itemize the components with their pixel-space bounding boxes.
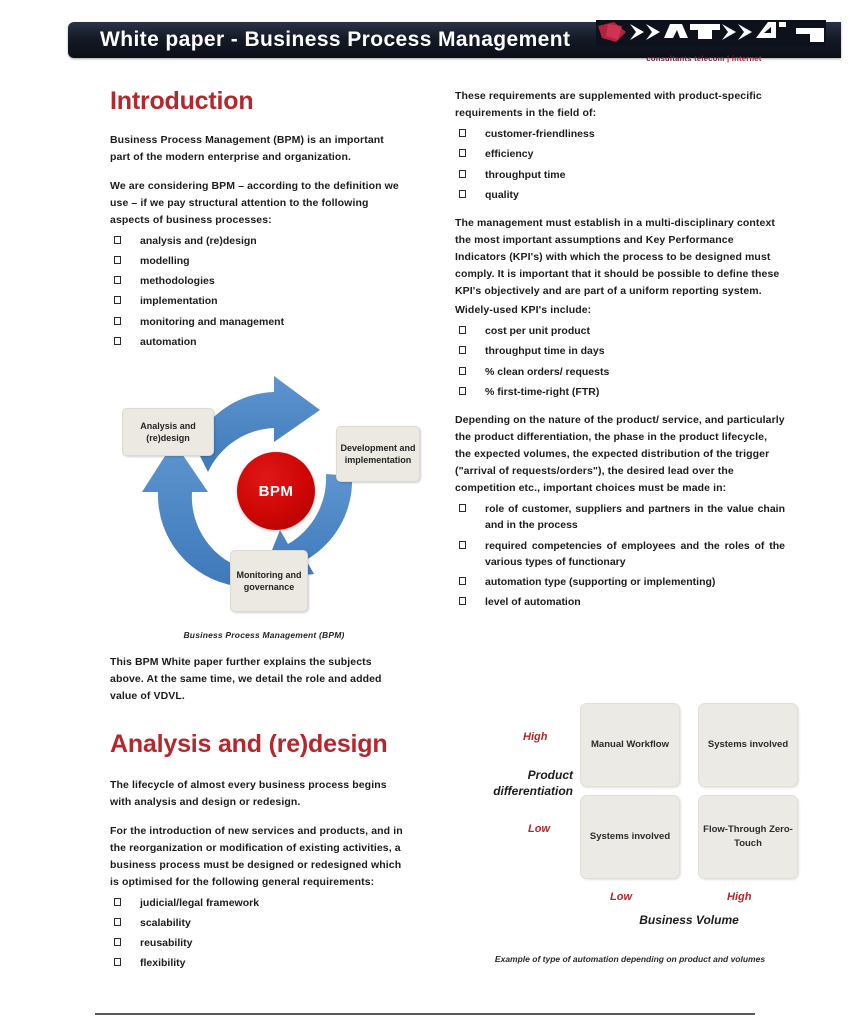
list-item-label: modelling bbox=[140, 254, 190, 267]
matrix-x-axis-title: Business Volume bbox=[639, 913, 739, 927]
list-item-label: flexibility bbox=[140, 957, 186, 970]
checkbox-bullet-icon bbox=[459, 170, 466, 178]
intro-paragraph-2: We are considering BPM – according to the definition we use – if we pay structural attention to the following aspects of business processes: bbox=[110, 179, 399, 226]
matrix-y-high-label: High bbox=[523, 731, 548, 743]
list-item bbox=[112, 233, 406, 249]
list-item bbox=[457, 501, 785, 534]
list-item bbox=[457, 574, 785, 590]
checkbox-bullet-icon bbox=[459, 541, 466, 549]
checkbox-bullet-icon bbox=[459, 346, 466, 354]
logo-tagline-separator: | bbox=[726, 54, 730, 63]
list-item-label: % first-time-right (FTR) bbox=[485, 385, 600, 398]
product-requirements-intro: These requirements are supplemented with product-specific requirements in the field of: bbox=[455, 90, 762, 119]
matrix-figure-caption: Example of type of automation depending on product and volumes bbox=[494, 954, 766, 964]
checkbox-bullet-icon bbox=[459, 387, 466, 395]
kpi-list-intro: Widely-used KPI's include: bbox=[455, 304, 592, 317]
checkbox-bullet-icon bbox=[114, 918, 121, 926]
checkbox-bullet-icon bbox=[114, 236, 121, 244]
checkbox-bullet-icon bbox=[459, 597, 466, 605]
left-column bbox=[110, 87, 416, 984]
list-item-label: required competencies of employees and the roles of the various types of functionary bbox=[485, 539, 785, 568]
list-item-label: analysis and (re)design bbox=[140, 234, 257, 247]
list-item bbox=[457, 364, 785, 380]
checkbox-bullet-icon bbox=[114, 938, 121, 946]
list-item-label: automation type (supporting or implementing) bbox=[485, 576, 716, 589]
matrix-cell-systems-involved-bottom: Systems involved bbox=[580, 795, 680, 879]
page-title: White paper - Business Process Management bbox=[100, 28, 571, 51]
list-item bbox=[112, 915, 406, 931]
footer-divider bbox=[95, 1013, 755, 1015]
list-item bbox=[457, 126, 785, 142]
checkbox-bullet-icon bbox=[459, 149, 466, 157]
bpm-figure-caption: Business Process Management (BPM) bbox=[183, 630, 345, 641]
matrix-cell-systems-involved-top: Systems involved bbox=[698, 703, 798, 787]
logo-tagline-right: internet bbox=[731, 54, 762, 63]
list-item bbox=[457, 146, 785, 162]
automation-matrix-diagram bbox=[455, 695, 800, 995]
logo-mark-icon bbox=[596, 20, 826, 54]
matrix-y-low-label: Low bbox=[528, 823, 550, 835]
kpi-management-paragraph: The management must establish in a multi-disciplinary context the most important assumptions and Key Performance Indicators (KPI's) with which the process to be designed must comply. It is important that it should be possible to define these KPI's objectively and are part of a uniform reporting system. bbox=[455, 217, 780, 298]
list-item bbox=[457, 187, 785, 203]
list-item-label: monitoring and management bbox=[140, 315, 285, 328]
checkbox-bullet-icon bbox=[114, 276, 121, 284]
important-choices-list bbox=[455, 501, 785, 611]
list-item-label: methodologies bbox=[140, 275, 215, 288]
checkbox-bullet-icon bbox=[459, 129, 466, 137]
checkbox-bullet-icon bbox=[459, 326, 466, 334]
company-logo bbox=[596, 20, 836, 68]
list-item bbox=[112, 334, 406, 350]
list-item-label: quality bbox=[485, 188, 519, 201]
list-item bbox=[112, 273, 406, 289]
list-item-label: implementation bbox=[140, 295, 218, 308]
list-item bbox=[457, 594, 785, 610]
analysis-paragraph-1: The lifecycle of almost every business process begins with analysis and design or redesign. bbox=[110, 778, 387, 808]
diagram-box-development: Development and implementation bbox=[336, 426, 420, 482]
list-item-label: throughput time bbox=[485, 168, 566, 181]
choices-intro-paragraph: Depending on the nature of the product/ service, and particularly the product differentiation, the phase in the product lifecycle, the expected volumes, the expected distribution of the trigger ("arrival of requests/orders"), the desired lead over the competition etc., important choices must be made in: bbox=[455, 414, 785, 495]
list-item-label: % clean orders/ requests bbox=[485, 365, 610, 378]
checkbox-bullet-icon bbox=[459, 504, 466, 512]
list-item bbox=[112, 293, 406, 309]
diagram-box-monitoring: Monitoring and governance bbox=[230, 550, 308, 612]
list-item bbox=[112, 314, 406, 330]
checkbox-bullet-icon bbox=[114, 337, 121, 345]
list-item-label: automation bbox=[140, 335, 197, 348]
checkbox-bullet-icon bbox=[459, 577, 466, 585]
list-item-label: efficiency bbox=[485, 148, 534, 161]
list-item bbox=[112, 955, 406, 971]
list-item bbox=[457, 384, 785, 400]
kpi-list bbox=[455, 323, 785, 400]
diagram-core-circle bbox=[237, 452, 315, 530]
list-item-label: customer-friendliness bbox=[485, 128, 595, 140]
general-requirements-list bbox=[110, 895, 406, 972]
checkbox-bullet-icon bbox=[459, 190, 466, 198]
matrix-x-high-label: High bbox=[727, 891, 752, 903]
diagram-box-analysis: Analysis and (re)design bbox=[122, 408, 214, 456]
bpm-aspects-list bbox=[110, 233, 406, 351]
list-item bbox=[457, 323, 785, 339]
bpm-cycle-diagram bbox=[114, 364, 414, 626]
checkbox-bullet-icon bbox=[114, 256, 121, 264]
list-item bbox=[112, 253, 406, 269]
list-item-label: judicial/legal framework bbox=[140, 896, 260, 909]
checkbox-bullet-icon bbox=[114, 296, 121, 304]
intro-paragraph-1: Business Process Management (BPM) is an important part of the modern enterprise and organization. bbox=[110, 133, 384, 163]
list-item bbox=[112, 895, 406, 911]
matrix-y-axis-title: Product differentiation bbox=[493, 768, 573, 799]
list-item bbox=[457, 343, 785, 359]
heading-introduction: Introduction bbox=[110, 87, 254, 115]
heading-analysis-redesign: Analysis and (re)design bbox=[110, 730, 388, 759]
analysis-paragraph-2: For the introduction of new services and products, and in the reorganization or modification of existing activities, a business process must be designed or redesigned which is optimised for the following general requirements: bbox=[110, 824, 403, 888]
logo-tagline-left: consultants telecom bbox=[646, 54, 725, 63]
matrix-x-low-label: Low bbox=[610, 891, 632, 903]
list-item bbox=[457, 167, 785, 183]
list-item-label: scalability bbox=[140, 916, 191, 929]
list-item bbox=[457, 538, 785, 571]
list-item-label: role of customer, suppliers and partners in the value chain and in the process bbox=[485, 503, 785, 532]
matrix-cell-manual-workflow: Manual Workflow bbox=[580, 703, 680, 787]
logo-tagline bbox=[604, 54, 804, 63]
list-item bbox=[112, 935, 406, 951]
right-column bbox=[455, 88, 785, 623]
checkbox-bullet-icon bbox=[459, 367, 466, 375]
checkbox-bullet-icon bbox=[114, 898, 121, 906]
checkbox-bullet-icon bbox=[114, 958, 121, 966]
list-item-label: throughput time in days bbox=[485, 345, 605, 358]
list-item-label: level of automation bbox=[485, 596, 581, 609]
list-item-label: cost per unit product bbox=[485, 325, 590, 338]
matrix-cell-flow-through-zero-touch: Flow-Through Zero-Touch bbox=[698, 795, 798, 879]
list-item-label: reusability bbox=[140, 937, 193, 950]
product-requirements-list bbox=[455, 126, 785, 203]
checkbox-bullet-icon bbox=[114, 317, 121, 325]
diagram-core-label: BPM bbox=[258, 482, 294, 500]
whitepaper-scope-paragraph: This BPM White paper further explains the subjects above. At the same time, we detail the role and added value of VDVL. bbox=[110, 656, 382, 703]
